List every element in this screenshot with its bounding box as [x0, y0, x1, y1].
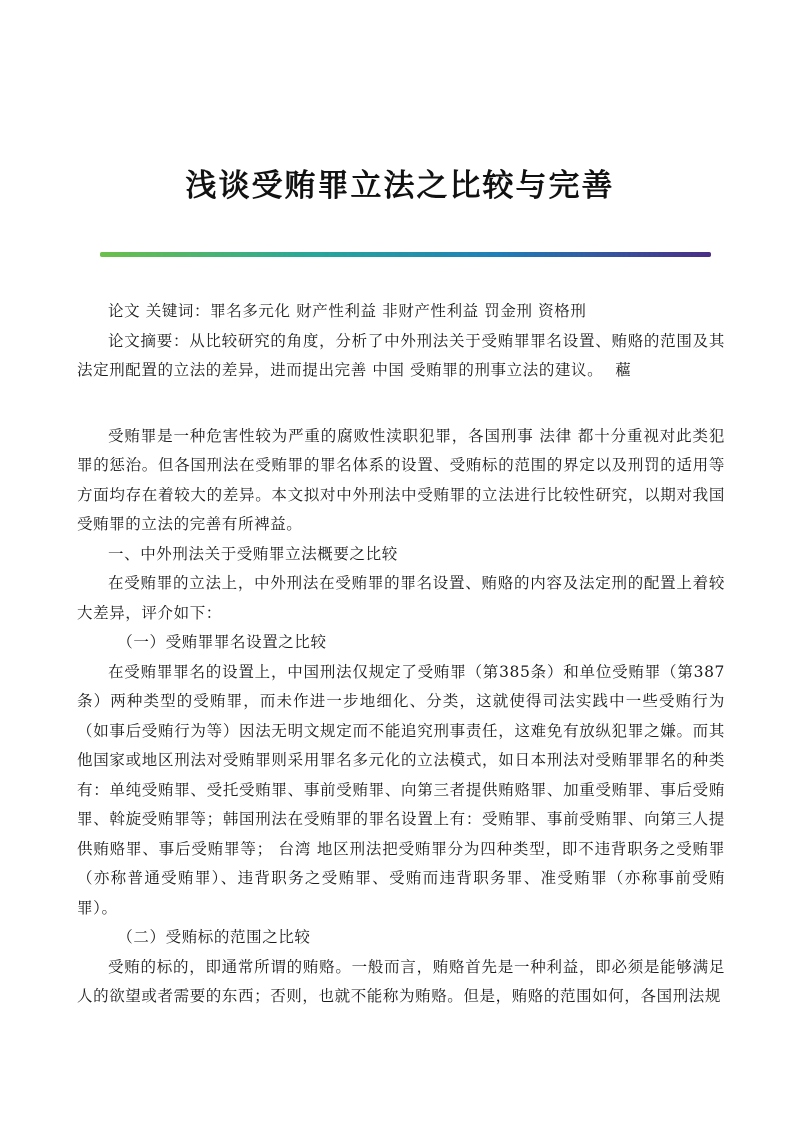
paragraph-spacer [77, 386, 725, 422]
document-title: 浅谈受贿罪立法之比较与完善 [185, 168, 615, 204]
subsection-1-paragraph: 在受贿罪罪名的设置上，中国刑法仅规定了受贿罪（第385条）和单位受贿罪（第387条）两种类型的受贿罪，而未作进一步地细化、分类，这就使得司法实践中一些受贿行为（如事后受贿行为等）因法无明文规定而不能追究刑事责任，这难免有放纵犯罪之嫌。而其他国家或地区刑法对受贿罪则采用罪名多元化的立法模式，如日本刑法对受贿罪罪名的种类有：单纯受贿罪、受托受贿罪、事前受贿罪、向第三者提供贿赂罪、加重受贿罪、事后受贿罪、斡旋受贿罪等；韩国刑法在受贿罪的罪名设置上有：受贿罪、事前受贿罪、向第三人提供贿赂罪、事后受贿罪等； 台湾 地区刑法把受贿罪分为四种类型，即不违背职务之受贿罪（亦称普通受贿罪）、违背职务之受贿罪、受贿而违背职务罪、准受贿罪（亦称事前受贿罪）。 [77, 662, 725, 917]
abstract-trailing-glyph: 藲 [615, 361, 632, 379]
subsection-1-heading: （一）受贿罪罪名设置之比较 [117, 633, 327, 651]
section-1-heading: 一、中外刑法关于受贿罪立法概要之比较 [108, 544, 398, 563]
document-body [77, 297, 725, 1012]
subsection-2-paragraph: 受贿的标的，即通常所谓的贿赂。一般而言，贿赂首先是一种利益，即必须是能够满足人的欲望或者需要的东西；否则，也就不能称为贿赂。但是，贿赂的范围如何，各国刑法规 [77, 957, 725, 1005]
keywords-line: 论文 关键词：罪名多元化 财产性利益 非财产性利益 罚金刑 资格刑 [108, 302, 587, 320]
title-divider [100, 252, 711, 257]
intro-paragraph: 受贿罪是一种危害性较为严重的腐败性渎职犯罪，各国刑事 法律 都十分重视对此类犯罪的惩治。但各国刑法在受贿罪的罪名体系的设置、受贿标的范围的界定以及刑罚的适用等方面均存在着较大的差异。本文拟对中外刑法中受贿罪的立法进行比较性研究，以期对我国受贿罪的立法的完善有所裨益。 [77, 426, 725, 533]
abstract-text: 论文摘要：从比较研究的角度，分析了中外刑法关于受贿罪罪名设置、贿赂的范围及其法定刑配置的立法的差异，进而提出完善 中国 受贿罪的刑事立法的建议。 [77, 331, 725, 379]
section-1-paragraph: 在受贿罪的立法上，中外刑法在受贿罪的罪名设置、贿赂的内容及法定刑的配置上着较大差异，评介如下： [77, 574, 725, 622]
abstract-paragraph [77, 327, 725, 386]
subsection-2-heading: （二）受贿标的范围之比较 [117, 928, 311, 946]
